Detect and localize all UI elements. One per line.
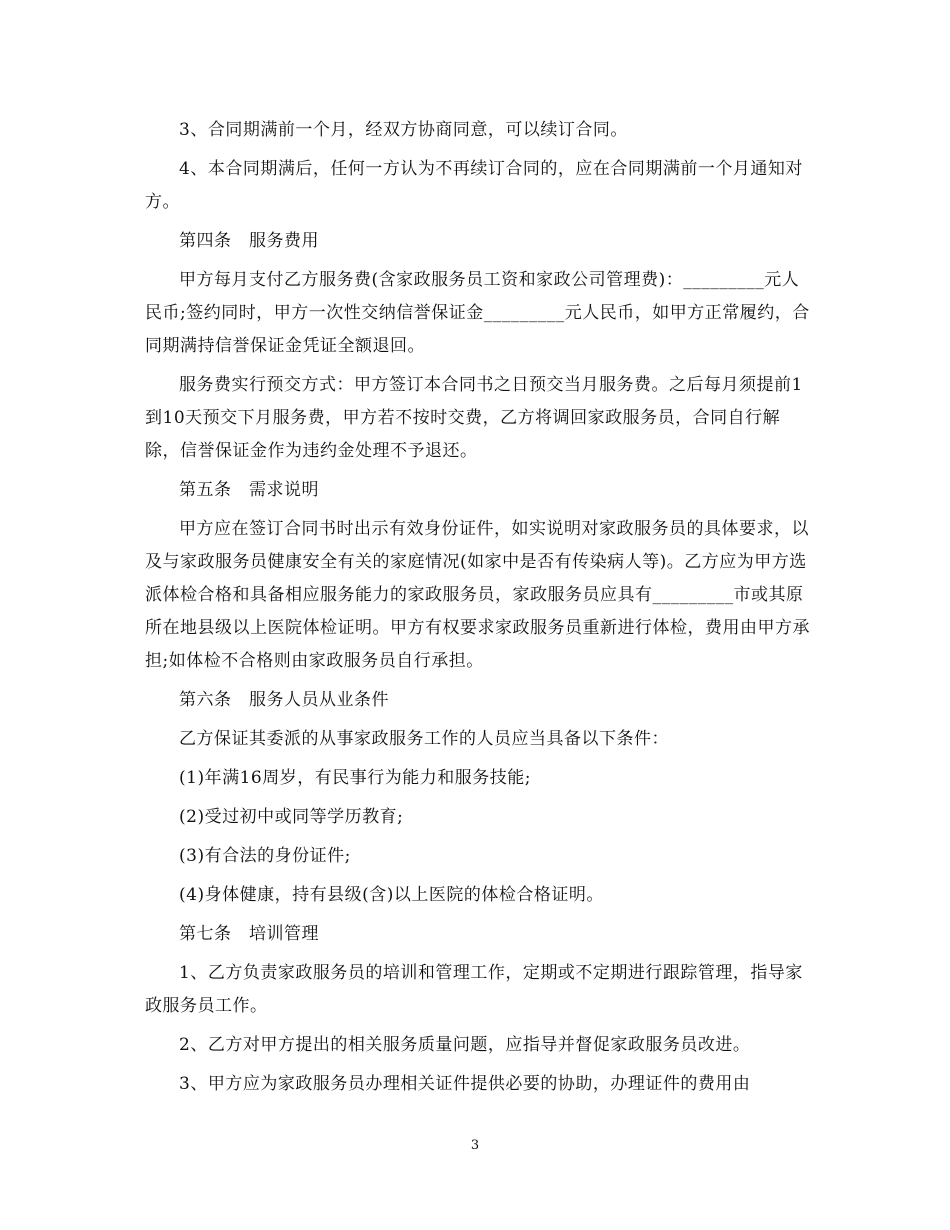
list-item: (2)受过初中或同等学历教育;	[179, 807, 404, 827]
list-item: (4)身体健康，持有县级(含)以上医院的体检合格证明。	[179, 885, 604, 905]
document-body	[145, 114, 810, 1107]
paragraph: 1、乙方负责家政服务员的培训和管理工作，定期或不定期进行跟踪管理，指导家政服务员工作。	[145, 963, 803, 1016]
paragraph: 乙方保证其委派的从事家政服务工作的人员应当具备以下条件：	[179, 729, 669, 749]
paragraph: 3、合同期满前一个月，经双方协商同意，可以续订合同。	[179, 120, 628, 140]
page-number: 3	[470, 1138, 480, 1153]
paragraph: 甲方应在签订合同书时出示有效身份证件，如实说明对家政服务员的具体要求，以及与家政服务员健康安全有关的家庭情况(如家中是否有传染病人等)。乙方应为甲方选派体检合格和具备相应服务能力的家政服务员，家政服务员应具有_________市或其原所在地县级以上医院体检证明。甲方有权要求家政服务员重新进行体检，费用由甲方承担;如体检不合格则由家政服务员自行承担。	[145, 519, 810, 671]
section-heading: 第七条 培训管理	[179, 924, 319, 944]
section-heading: 第六条 服务人员从业条件	[179, 690, 389, 710]
list-item: (1)年满16周岁，有民事行为能力和服务技能;	[179, 768, 531, 788]
paragraph: 服务费实行预交方式：甲方签订本合同书之日预交当月服务费。之后每月须提前1到10天预交下月服务费，甲方若不按时交费，乙方将调回家政服务员，合同自行解除，信誉保证金作为违约金处理不予退还。	[145, 375, 803, 461]
paragraph: 3、甲方应为家政服务员办理相关证件提供必要的协助，办理证件的费用由	[179, 1074, 751, 1094]
section-heading: 第四条 服务费用	[179, 231, 319, 251]
paragraph: 2、乙方对甲方提出的相关服务质量问题，应指导并督促家政服务员改进。	[179, 1035, 751, 1055]
paragraph: 4、本合同期满后，任何一方认为不再续订合同的，应在合同期满前一个月通知对方。	[145, 159, 803, 212]
section-heading: 第五条 需求说明	[179, 480, 319, 500]
list-item: (3)有合法的身份证件;	[179, 846, 351, 866]
paragraph: 甲方每月支付乙方服务费(含家政服务员工资和家政公司管理费)：_________元人民币;签约同时，甲方一次性交纳信誉保证金_________元人民币，如甲方正常履约，合同期满持信誉保证金凭证全额退回。	[145, 270, 810, 356]
